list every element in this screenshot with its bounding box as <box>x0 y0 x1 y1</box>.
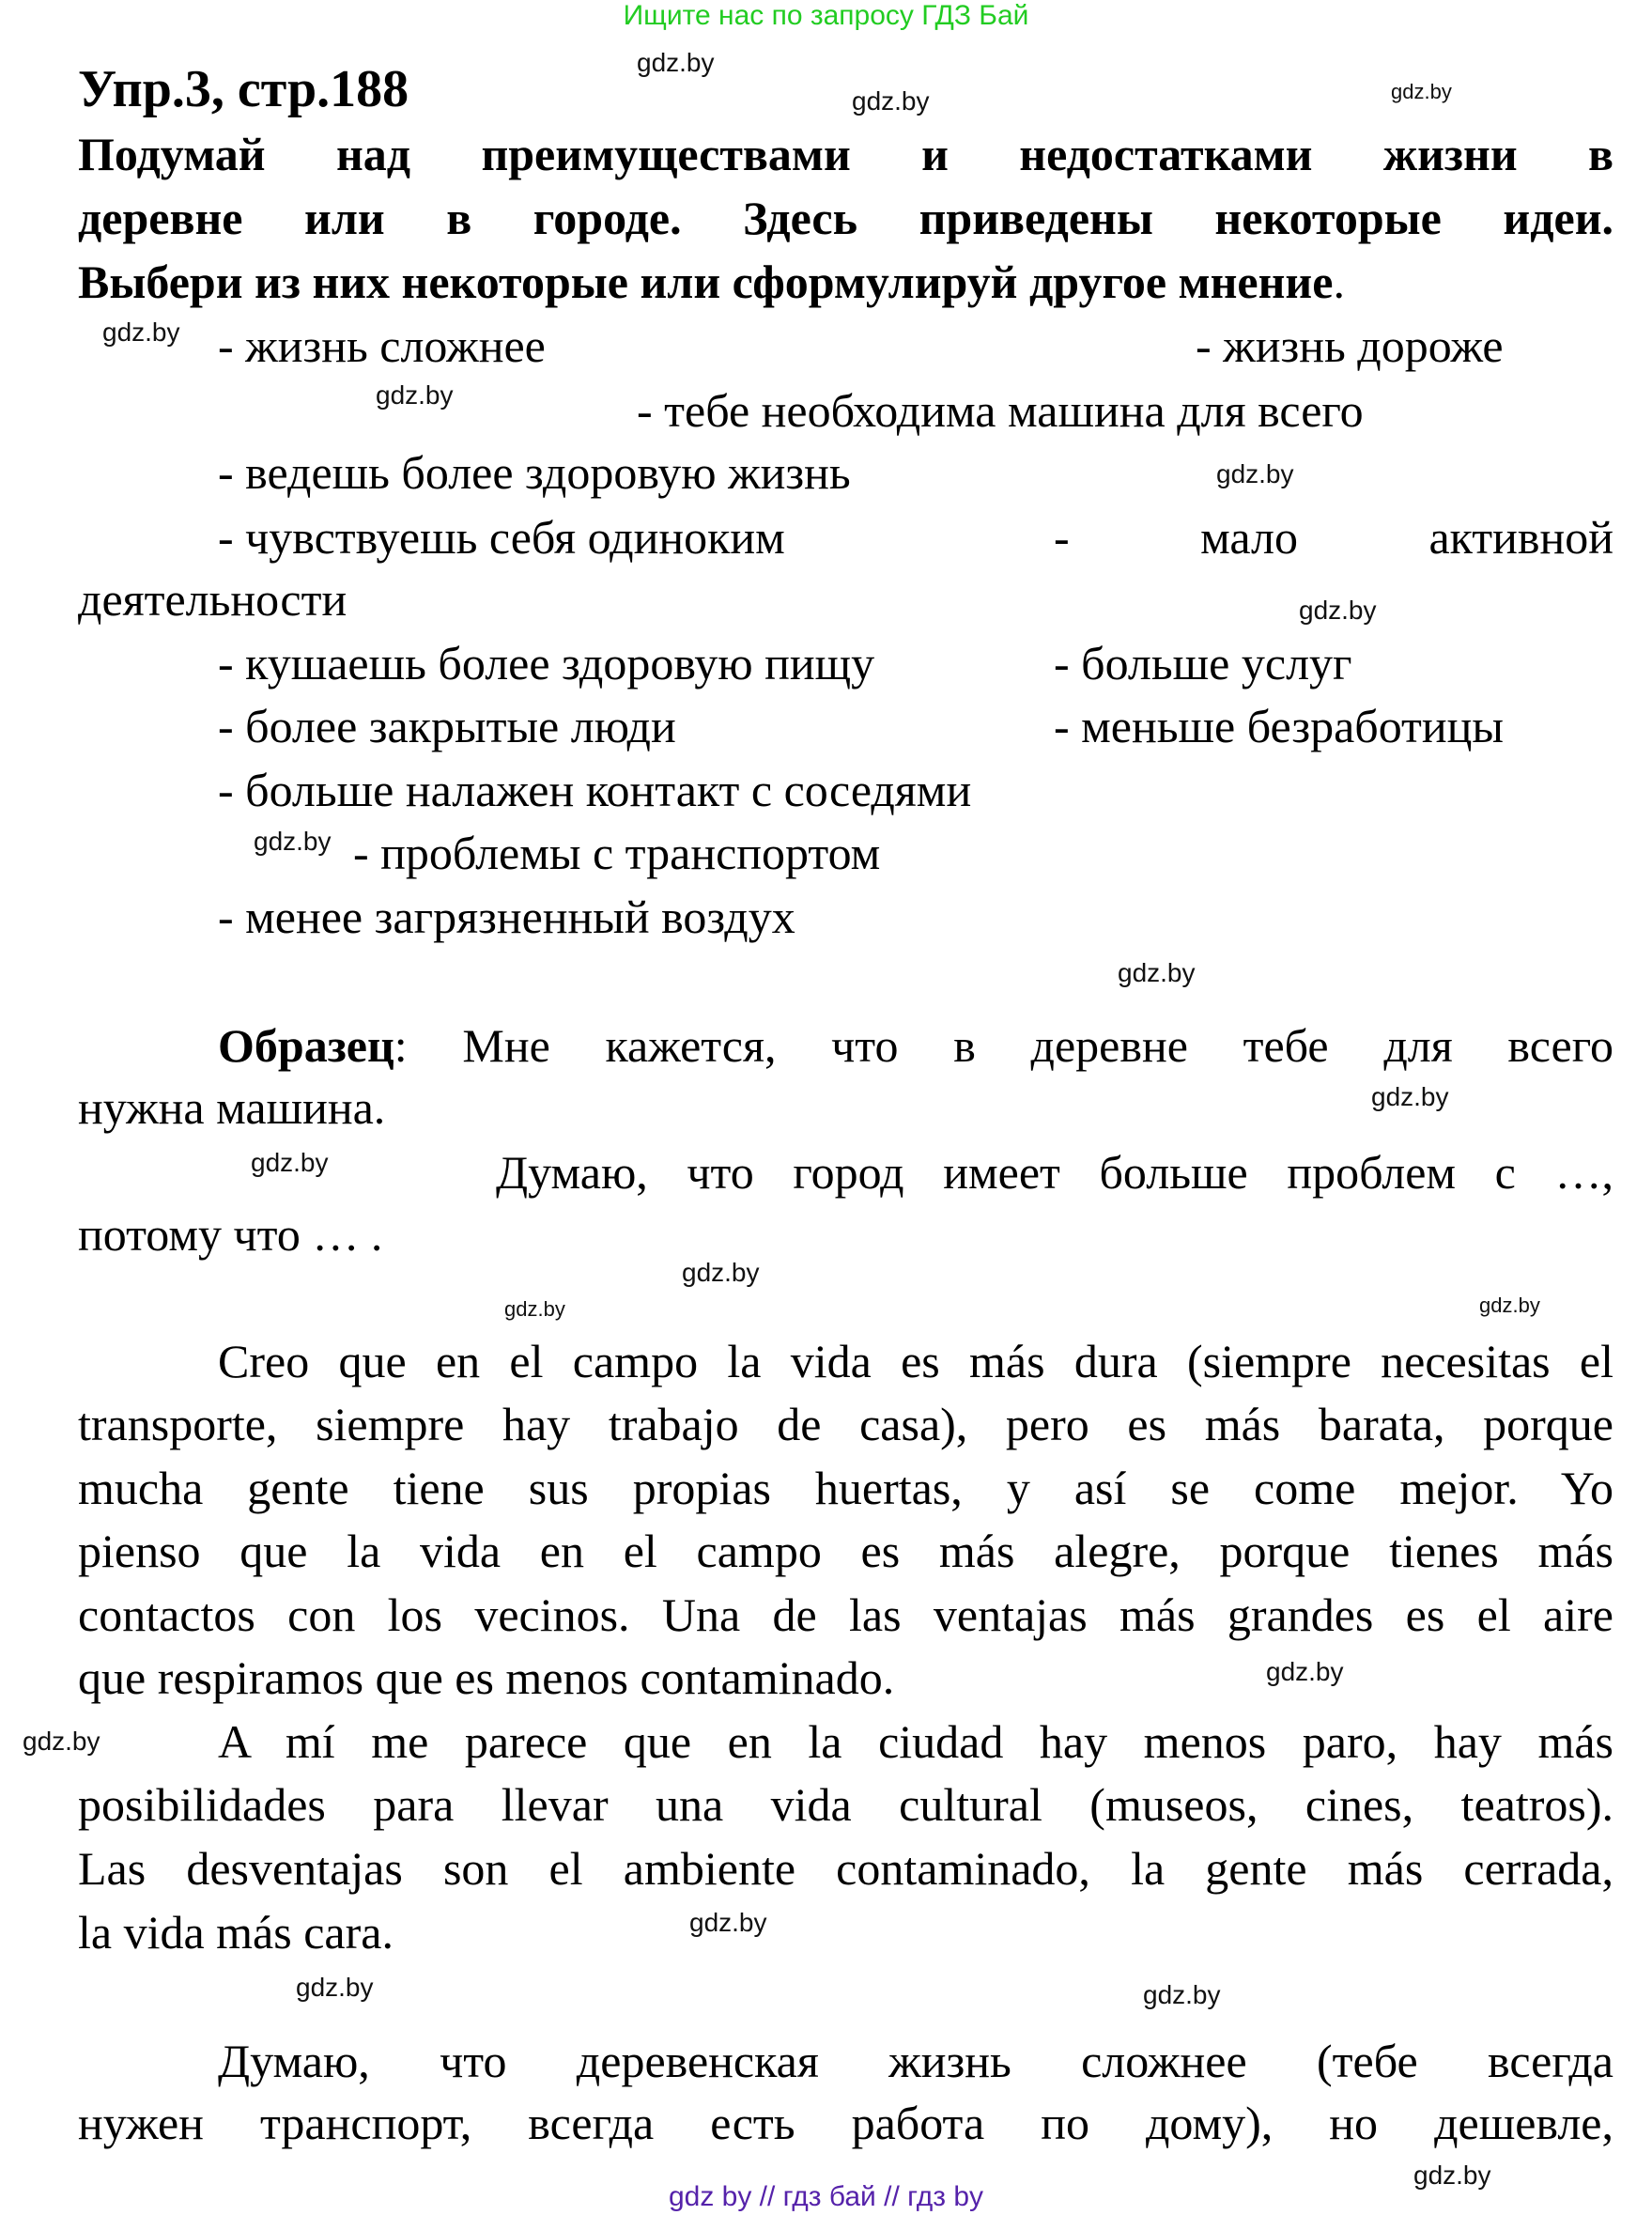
answer-line: нужен транспорт, всегда есть работа по дому), но дешевле, <box>78 2097 1613 2149</box>
watermark: gdz.by <box>1299 596 1377 625</box>
sample-line: нужна машина. <box>78 1081 386 1134</box>
watermark: gdz.by <box>254 827 332 856</box>
watermark: gdz.by <box>504 1297 565 1321</box>
task-text: Выбери из них некоторые или сформулируй другое мнение <box>78 256 1334 308</box>
sample-label: Образец <box>218 1019 394 1072</box>
list-item: - мало активной <box>1054 511 1613 564</box>
watermark: gdz.by <box>1371 1082 1449 1111</box>
answer-line: posibilidades para llevar una vida cultural (museos, cines, teatros). <box>78 1778 1613 1831</box>
watermark: gdz.by <box>637 48 715 77</box>
watermark: gdz.by <box>23 1727 100 1756</box>
watermark: gdz.by <box>1143 1980 1221 2009</box>
answer-line: la vida más cara. <box>78 1906 394 1959</box>
watermark: gdz.by <box>1118 958 1196 987</box>
watermark: gdz.by <box>1413 2161 1491 2190</box>
sample-line: Думаю, что город имеет больше проблем с …, <box>496 1146 1613 1199</box>
list-item: - кушаешь более здоровую пищу <box>218 637 875 689</box>
watermark: gdz.by <box>1216 459 1294 488</box>
answer-line: pienso que la vida en el campo es más alegre, porque tienes más <box>78 1525 1613 1577</box>
sample-line <box>218 1014 1613 1077</box>
list-item: - проблемы с транспортом <box>353 827 881 879</box>
watermark: gdz.by <box>682 1258 760 1287</box>
answer-line: A mí me parece que en la ciudad hay menos paro, hay más <box>218 1715 1613 1768</box>
page-title: Упр.3, стр.188 <box>78 60 409 118</box>
list-item: - менее загрязненный воздух <box>218 891 795 943</box>
task-line <box>78 250 1345 314</box>
watermark: gdz.by <box>1391 80 1452 103</box>
list-item: - больше налажен контакт с соседями <box>218 764 972 816</box>
watermark: gdz.by <box>689 1908 767 1937</box>
list-item: - чувствуешь себя одиноким <box>218 511 785 564</box>
answer-line: transporte, siempre hay trabajo de casa), pero es más barata, porque <box>78 1398 1613 1450</box>
top-banner[interactable]: Ищите нас по запросу ГДЗ Бай <box>623 0 1029 31</box>
footer-links[interactable]: gdz by // гдз бай // гдз by <box>668 2181 984 2212</box>
watermark: gdz.by <box>102 318 180 347</box>
list-item: - жизнь дороже <box>1196 319 1504 372</box>
watermark: gdz.by <box>1479 1293 1540 1317</box>
watermark: gdz.by <box>251 1148 329 1177</box>
watermark: gdz.by <box>296 1973 374 2002</box>
task-line: деревне или в городе. Здесь приведены некоторые идеи. <box>78 192 1613 244</box>
list-item-continued: деятельности <box>78 573 347 626</box>
list-item: - ведешь более здоровую жизнь <box>218 446 851 499</box>
task-line: Подумай над преимуществами и недостатками жизни в <box>78 128 1613 180</box>
answer-line: mucha gente tiene sus propias huertas, y así se come mejor. Yo <box>78 1462 1613 1514</box>
answer-line: Creo que en el campo la vida es más dura (siempre necesitas el <box>218 1335 1613 1387</box>
list-item: - больше услуг <box>1054 637 1352 689</box>
list-item: - жизнь сложнее <box>218 319 546 372</box>
list-item: - меньше безработицы <box>1054 700 1505 752</box>
answer-line: Las desventajas son el ambiente contaminado, la gente más cerrada, <box>78 1842 1613 1895</box>
task-period: . <box>1333 256 1345 308</box>
answer-line: Думаю, что деревенская жизнь сложнее (тебе всегда <box>218 2035 1613 2087</box>
list-item: - более закрытые люди <box>218 700 676 752</box>
watermark: gdz.by <box>1266 1657 1344 1686</box>
watermark: gdz.by <box>376 380 454 410</box>
answer-line: contactos con los vecinos. Una de las ventajas más grandes es el aire <box>78 1588 1613 1641</box>
list-item: - тебе необходима машина для всего <box>637 384 1364 437</box>
watermark: gdz.by <box>852 86 930 116</box>
sample-text: : Мне кажется, что в деревне тебе для всего <box>394 1019 1613 1072</box>
sample-line: потому что … . <box>78 1208 383 1261</box>
answer-line: que respiramos que es menos contaminado. <box>78 1651 895 1704</box>
